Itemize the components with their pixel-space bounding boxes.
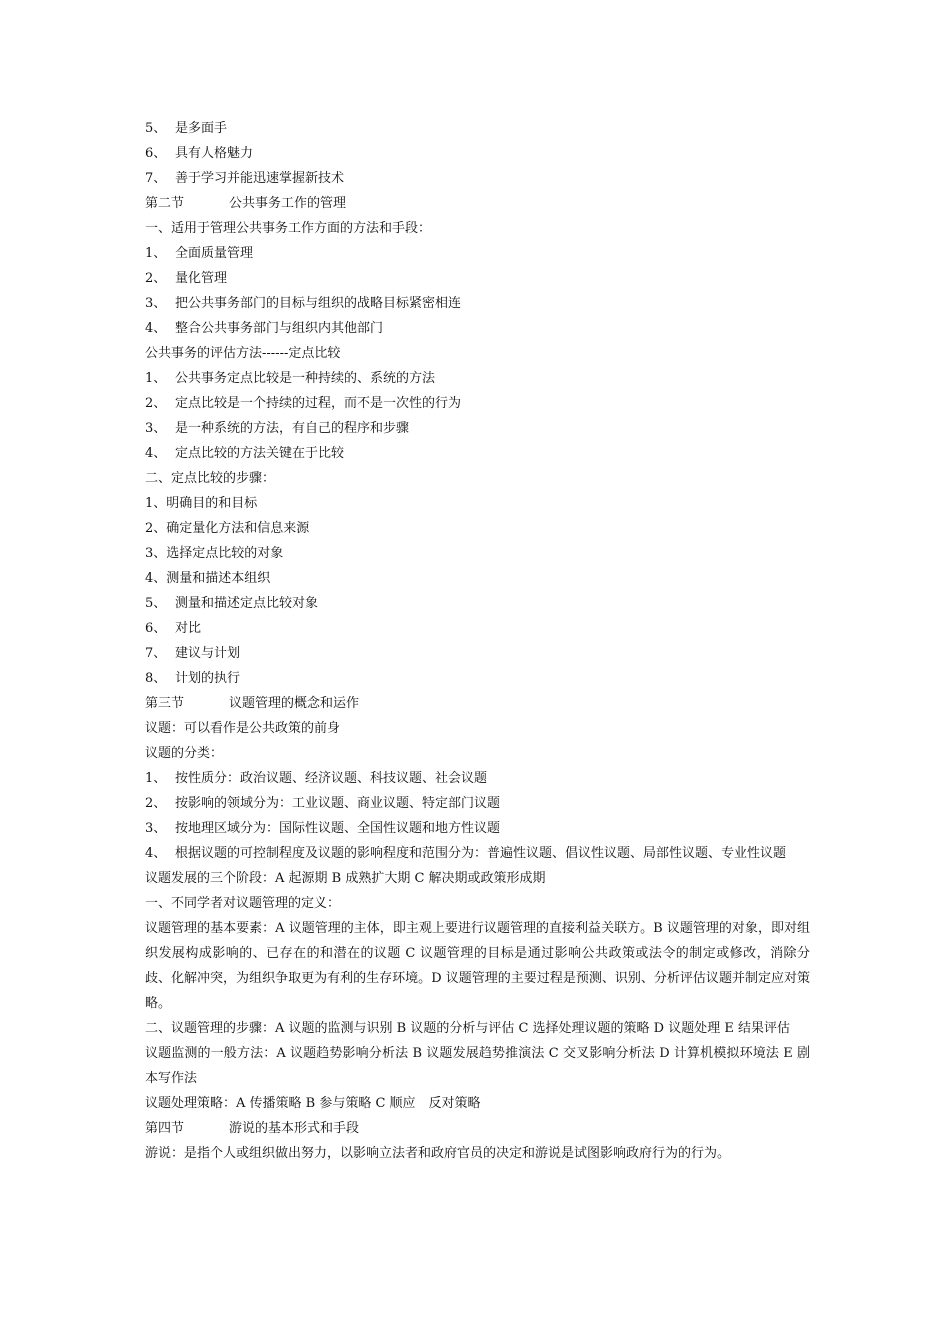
- list-item: 1、 公共事务定点比较是一种持续的、系统的方法: [145, 371, 436, 386]
- document-page: [145, 116, 810, 1166]
- subheading: 一、不同学者对议题管理的定义：: [145, 896, 341, 911]
- paragraph: 议题处理策略：A 传播策略 B 参与策略 C 顺应 反对策略: [145, 1096, 481, 1111]
- subheading: 公共事务的评估方法------定点比较: [145, 346, 341, 361]
- list-item: 4、 定点比较的方法关键在于比较: [145, 446, 345, 461]
- paragraph: 议题监测的一般方法：A 议题趋势影响分析法 B 议题发展趋势推演法 C 交叉影响分析法 D 计算机模拟环境法 E 剧本写作法: [145, 1046, 810, 1086]
- subheading: 一、适用于管理公共事务工作方面的方法和手段：: [145, 221, 432, 236]
- list-item: 4、 根据议题的可控制程度及议题的影响程度和范围分为：普遍性议题、倡议性议题、局部性议题、专业性议题: [145, 846, 787, 861]
- list-item: 3、 按地理区域分为：国际性议题、全国性议题和地方性议题: [145, 821, 501, 836]
- list-item: 4、测量和描述本组织: [145, 571, 271, 586]
- list-item: 5、 测量和描述定点比较对象: [145, 596, 319, 611]
- list-item: 3、 是一种系统的方法，有自己的程序和步骤: [145, 421, 410, 436]
- paragraph: 议题管理的基本要素：A 议题管理的主体，即主观上要进行议题管理的直接利益关联方。B 议题管理的对象，即对组织发展构成影响的、已存在的和潜在的议题 C 议题管理的目标是通过影响公共政策或法令的制定或修改，消除分歧、化解冲突，为组织争取更为有利的生存环境。D 议题管理的主要过程是预测、识别、分析评估议题并制定应对策略。: [145, 921, 810, 1011]
- list-item: 1、 按性质分：政治议题、经济议题、科技议题、社会议题: [145, 771, 488, 786]
- list-item: 4、 整合公共事务部门与组织内其他部门: [145, 321, 384, 336]
- list-item: 2、确定量化方法和信息来源: [145, 521, 310, 536]
- list-item: 1、 全面质量管理: [145, 246, 254, 261]
- section-heading: 第二节 公共事务工作的管理: [145, 196, 347, 211]
- list-item: 3、 把公共事务部门的目标与组织的战略目标紧密相连: [145, 296, 462, 311]
- list-item: 2、 按影响的领域分为：工业议题、商业议题、特定部门议题: [145, 796, 501, 811]
- list-item: 5、 是多面手: [145, 121, 228, 136]
- paragraph: 议题发展的三个阶段：A 起源期 B 成熟扩大期 C 解决期或政策形成期: [145, 871, 546, 886]
- list-item: 8、 计划的执行: [145, 671, 241, 686]
- subheading: 议题的分类：: [145, 746, 224, 761]
- list-item: 6、 具有人格魅力: [145, 146, 254, 161]
- list-item: 2、 量化管理: [145, 271, 228, 286]
- list-item: 3、选择定点比较的对象: [145, 546, 284, 561]
- list-item: 2、 定点比较是一个持续的过程，而不是一次性的行为: [145, 396, 462, 411]
- paragraph: 议题：可以看作是公共政策的前身: [145, 721, 341, 736]
- subheading: 二、定点比较的步骤：: [145, 471, 276, 486]
- list-item: 6、 对比: [145, 621, 202, 636]
- list-item: 7、 建议与计划: [145, 646, 241, 661]
- section-heading: 第三节 议题管理的概念和运作: [145, 696, 360, 711]
- paragraph: 游说：是指个人或组织做出努力，以影响立法者和政府官员的决定和游说是试图影响政府行为的行为。: [145, 1146, 731, 1161]
- list-item: 7、 善于学习并能迅速掌握新技术: [145, 171, 345, 186]
- section-heading: 第四节 游说的基本形式和手段: [145, 1121, 360, 1136]
- list-item: 1、明确目的和目标: [145, 496, 258, 511]
- paragraph: 二、议题管理的步骤：A 议题的监测与识别 B 议题的分析与评估 C 选择处理议题的策略 D 议题处理 E 结果评估: [145, 1021, 790, 1036]
